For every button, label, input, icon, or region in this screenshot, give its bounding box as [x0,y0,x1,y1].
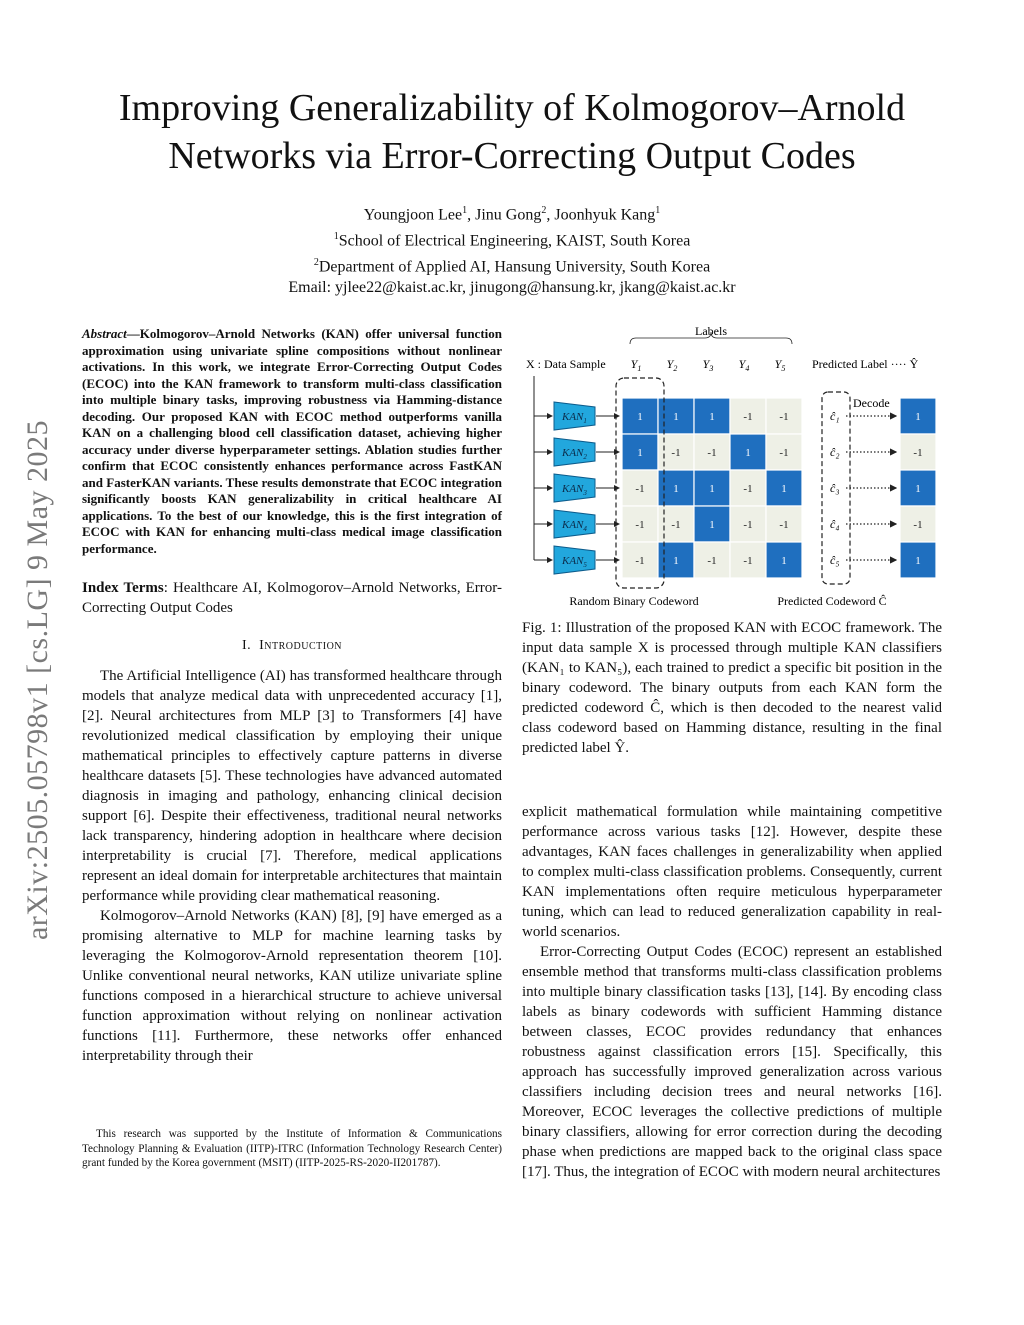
codeword-value: -1 [635,555,645,567]
y-label: $Y_5$ [774,357,786,373]
codeword-value: 1 [709,411,715,423]
arxiv-stamp: arXiv:2505.05798v1 [cs.LG] 9 May 2025 [21,419,54,941]
random-codeword-label: Random Binary Codeword [569,594,699,608]
paragraph: explicit mathematical formulation while maintaining competitive performance across various tasks [12]. However, despite these advantages, KAN faces challenges in generalizability when applied to complex multi-class classification problems. Consequently, current KAN implementations often require meticulous hyperparameter tuning, which can lead to reduced generalization capability in real-world scenarios. [522,804,942,940]
section-heading: I. Introduction [241,638,343,653]
codeword-value: 1 [637,447,643,459]
codeword-value: -1 [743,519,753,531]
codeword-value: 1 [745,447,751,459]
codeword-value: -1 [779,447,789,459]
author-name: Jinu Gong [475,206,542,224]
abstract: Abstract—Kolmogorov–Arnold Networks (KAN) offer universal function approximation using univariate spline compositions without nonlinear activations. In this work, we integrate Error-Correcting Output Codes (ECOC) into the KAN framework to transform multi-class classification into multiple binary tasks, improving robustness via Hamming-distance decoding. Our proposed KAN with ECOC method outperforms vanilla KAN on a challenging blood cell classification dataset, achieving higher accuracy under diverse hyperparameter settings. Ablation studies further confirm that ECOC consistently enhances performance across FastKAN and FasterKAN variants. These results demonstrate that ECOC integration significantly boosts KAN generalizability in critical healthcare AI applications. To the best of our knowledge, this is the first integration of ECOC with KAN for enhancing multi-class medical image classification performance. [82,326,502,556]
codeword-value: 1 [709,483,715,495]
predicted-value: 1 [915,555,921,567]
predicted-value: -1 [913,447,923,459]
abstract-label: Abstract [82,326,127,341]
kan-label: $KAN_5$ [562,555,587,569]
author-block [100,200,924,299]
labels-title: Labels [695,324,727,338]
y-label: $Y_1$ [630,357,642,373]
decode-label: Decode [853,396,890,410]
paper-title: Improving Generalizability of Kolmogorov–Arnold Networks via Error-Correcting Output Codes [118,87,906,177]
predicted-label-title: Predicted Label ···· Ŷ [812,357,919,371]
index-terms: Index Terms: Healthcare AI, Kolmogorov–Arnold Networks, Error-Correcting Output Codes [82,580,502,616]
predicted-value: 1 [915,483,921,495]
paragraph: The Artificial Intelligence (AI) has transformed healthcare through models that analyze medical data with unprecedented accuracy [1], [2]. Neural architectures from MLP [3] to Transformers [4] have revolutionized medical classification by employing their unique mathematical principles to effectively capture patterns in diverse healthcare datasets [5]. These technologies have advanced automated diagnosis in imaging and pathology, enhancing clinical decision support [6]. Despite their effectiveness, traditional neural networks lack transparency, hindering adoption in healthcare where decision interpretability is crucial [7]. Therefore, medical applications represent an ideal domain for interpretable architectures that maintain performance while providing clear mathematical reasoning. [82,668,502,904]
codeword-value: 1 [781,483,787,495]
c-hat-label: ĉ₃ [830,481,840,495]
codeword-value: -1 [707,447,717,459]
predicted-codeword-label: Predicted Codeword Ĉ [777,594,887,608]
intro-text [82,666,502,1066]
labels-brace [630,332,792,344]
kan-label: $KAN_3$ [562,483,587,497]
y-label: $Y_3$ [702,357,714,373]
predicted-value: -1 [913,519,923,531]
y-label: $Y_2$ [666,357,678,373]
affiliation: $^1$School of Electrical Engineering, KAIST, South Korea [333,230,691,250]
y-label: $Y_4$ [738,357,750,373]
codeword-value: -1 [707,555,717,567]
kan-label: $KAN_4$ [562,519,587,533]
right-column-text [522,802,942,1182]
codeword-value: -1 [671,447,681,459]
codeword-value: -1 [779,411,789,423]
kan-label: $KAN_2$ [562,447,587,461]
figure-1 [522,322,942,612]
figure-caption: Fig. 1: Illustration of the proposed KAN with ECOC framework. The input data sample X is processed through multiple KAN classifiers (KAN₁ to KAN₅), each trained to predict a specific bit position in the binary codeword. The binary outputs from each KAN form the predicted codeword Ĉ, which is then decoded to the nearest valid class codeword based on Hamming distance, resulting in the final predicted label Ŷ. [522,620,942,756]
codeword-value: -1 [743,411,753,423]
codeword-value: -1 [635,483,645,495]
codeword-value: -1 [743,555,753,567]
author-name: Youngjoon Lee [363,206,463,224]
codeword-value: 1 [637,411,643,423]
c-hat-label: ĉ₅ [830,553,840,567]
codeword-value: 1 [673,555,679,567]
codeword-value: -1 [779,519,789,531]
affiliation: $^2$Department of Applied AI, Hansung University, South Korea [313,256,711,275]
footnote: This research was supported by the Institute of Information & Communications Technology Planning & Evaluation (IITP)-ITRC (Information Technology Research Center) grant funded by the Korea government (MSIT) (IITP-2025-RS-2020-II201787). [82,1128,502,1169]
codeword-value: 1 [781,555,787,567]
kan-label: $KAN_1$ [562,411,587,425]
paragraph: Error-Correcting Output Codes (ECOC) represent an established ensemble method that transforms multi-class classification problems into multiple binary classification tasks [13], [14]. By encoding class labels as binary codewords with sufficient Hamming distance between classes, ECOC provides redundancy that enhances robustness against classification errors [15]. Specifically, this approach has successfully improved generalization across various classifiers including decision trees and neural networks [16]. Moreover, ECOC leverages the collective predictions of multiple binary classifiers, allowing for error correction during the decoding phase when predictions are mapped back to the original class space [17]. Thus, the integration of ECOC with modern neural architectures [522,944,942,1180]
c-hat-label: ĉ₂ [830,445,840,459]
c-hat-label: ĉ₄ [830,517,840,531]
codeword-value: 1 [673,411,679,423]
ecoc-diagram [522,322,942,612]
predicted-value: 1 [915,411,921,423]
codeword-value: -1 [743,483,753,495]
author-names: Youngjoon Lee$^1$, Jinu Gong$^2$, Joonhyuk Kang$^1$ [363,205,661,224]
data-sample-label: X : Data Sample [526,357,606,371]
email-line: Email: yjlee22@kaist.ac.kr, jinugong@hansung.kr, jkang@kaist.ac.kr [288,279,736,297]
author-name: Joonhyuk Kang [554,206,656,224]
codeword-value: -1 [671,519,681,531]
codeword-value: -1 [635,519,645,531]
c-hat-label: ĉ₁ [830,409,840,423]
paragraph: Kolmogorov–Arnold Networks (KAN) [8], [9] have emerged as a promising alternative to MLP for machine learning tasks by leveraging the Kolmogorov-Arnold representation theorem [10]. Unlike conventional neural networks, KAN utilize univariate spline functions composed in a hierarchical structure to achieve universal function approximation without relying on nonlinear activation functions [11]. Furthermore, these networks offer enhanced interpretability through their [82,908,502,1064]
codeword-value: 1 [709,519,715,531]
codeword-value: 1 [673,483,679,495]
